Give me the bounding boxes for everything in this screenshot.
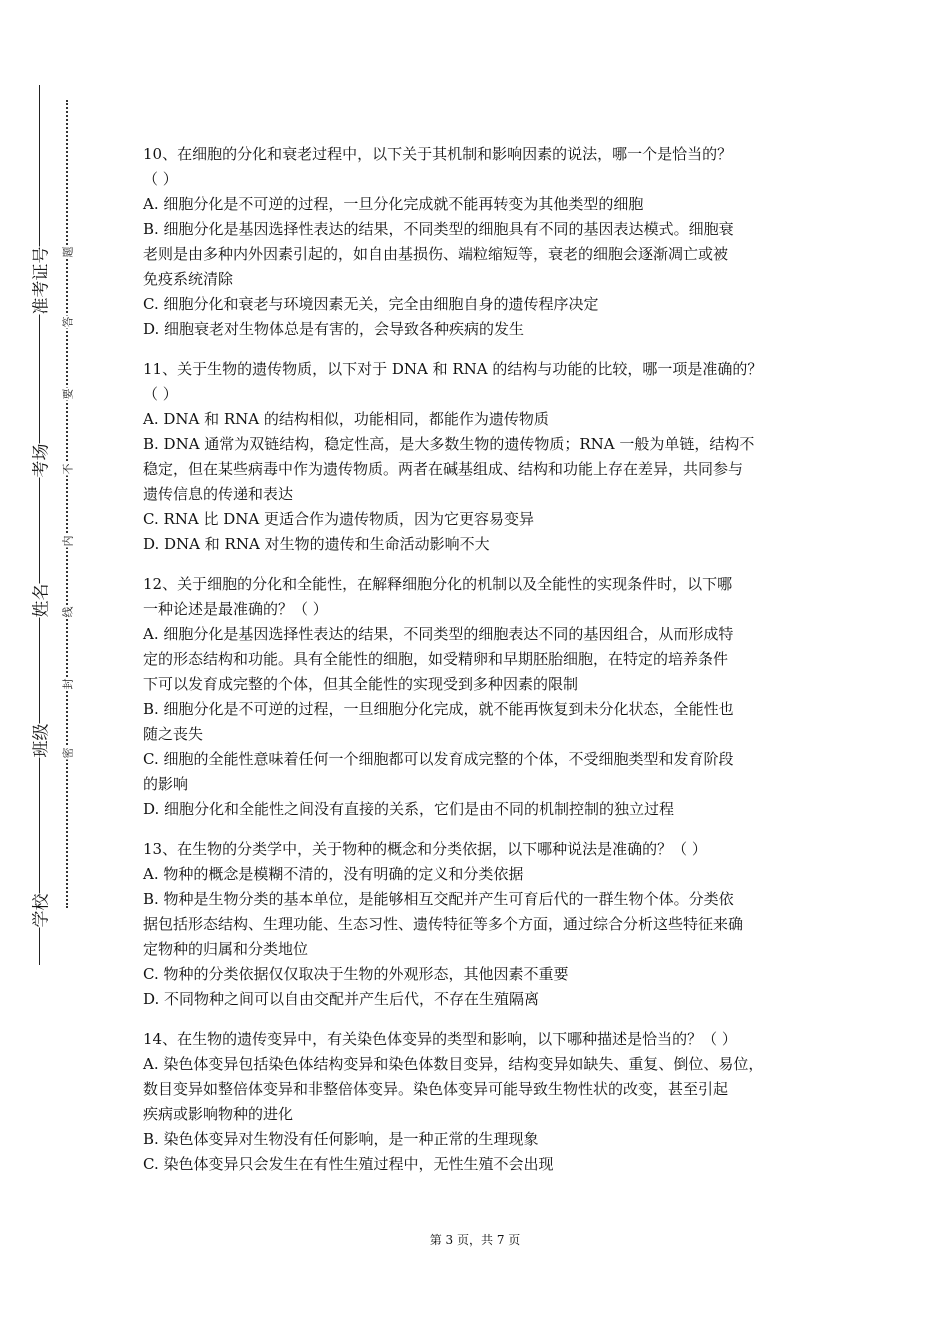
- school-label: 学校: [25, 893, 54, 927]
- option-b: B. 物种是生物分类的基本单位，是能够相互交配并产生可育后代的一群生物个体。分类依: [143, 890, 734, 908]
- option-b-cont: 据包括形态结构、生理功能、生态习性、遗传特征等多个方面，通过综合分析这些特征来确: [143, 915, 744, 933]
- option-c-cont: 的影响: [143, 775, 189, 793]
- seal-char: 题: [61, 246, 74, 258]
- option-b-cont: 定物种的归属和分类地位: [143, 940, 309, 958]
- question-list: [143, 142, 813, 1192]
- question-stem: 14、在生物的遗传变异中，有关染色体变异的类型和影响，以下哪种描述是恰当的？（ ）: [143, 1030, 737, 1048]
- option-b-cont: 老则是由多种内外因素引起的，如自由基损伤、端粒缩短等，衰老的细胞会逐渐凋亡或被: [143, 245, 729, 263]
- option-a-cont: 定的形态结构和功能。具有全能性的细胞，如受精卵和早期胚胎细胞，在特定的培养条件: [143, 650, 729, 668]
- option-b-cont: 免疫系统清除: [143, 270, 234, 288]
- seal-char: 答: [61, 316, 74, 328]
- seal-char: 不: [61, 463, 74, 475]
- option-b: B. 细胞分化是不可逆的过程，一旦细胞分化完成，就不能再恢复到未分化状态，全能性也: [143, 700, 734, 718]
- question-stem: 13、在生物的分类学中，关于物种的概念和分类依据，以下哪种说法是准确的？（ ）: [143, 840, 707, 858]
- question-12: [143, 572, 813, 822]
- seal-dotted-line: [66, 100, 68, 908]
- question-11: [143, 357, 813, 557]
- binding-solid-line: [39, 85, 40, 965]
- name-label: 姓名: [25, 583, 54, 617]
- option-a: A. DNA 和 RNA 的结构相似，功能相同，都能作为遗传物质: [143, 410, 549, 428]
- option-b-cont: 随之丧失: [143, 725, 204, 743]
- seal-char: 要: [61, 388, 74, 400]
- answer-blank: （ ）: [143, 170, 178, 188]
- option-d: D. 细胞衰老对生物体总是有害的，会导致各种疾病的发生: [143, 320, 525, 338]
- option-b: B. 染色体变异对生物没有任何影响，是一种正常的生理现象: [143, 1130, 539, 1148]
- option-a: A. 染色体变异包括染色体结构变异和染色体数目变异，结构变异如缺失、重复、倒位、易位，: [143, 1055, 764, 1073]
- option-c: C. RNA 比 DNA 更适合作为遗传物质，因为它更容易变异: [143, 510, 535, 528]
- school-field: [18, 885, 60, 935]
- exam-id-label: 准考证号: [25, 246, 54, 314]
- class-label: 班级: [25, 723, 54, 757]
- question-10: [143, 142, 813, 342]
- question-stem: 12、关于细胞的分化和全能性，在解释细胞分化的机制以及全能性的实现条件时，以下哪: [143, 575, 733, 593]
- option-d: D. DNA 和 RNA 对生物的遗传和生命活动影响不大: [143, 535, 490, 553]
- seal-char: 封: [61, 678, 74, 690]
- option-a: A. 物种的概念是模糊不清的，没有明确的定义和分类依据: [143, 865, 524, 883]
- exam-room-label: 考场: [25, 443, 54, 477]
- option-b: B. DNA 通常为双链结构，稳定性高，是大多数生物的遗传物质；RNA 一般为单链，结构不: [143, 435, 755, 453]
- page-number: 第 3 页，共 7 页: [429, 1233, 521, 1247]
- option-c: C. 染色体变异只会发生在有性生殖过程中，无性生殖不会出现: [143, 1155, 554, 1173]
- answer-blank: （ ）: [143, 385, 178, 403]
- option-b-cont: 稳定，但在某些病毒中作为遗传物质。两者在碱基组成、结构和功能上存在差异，共同参与: [143, 460, 744, 478]
- option-b-cont: 遗传信息的传递和表达: [143, 485, 294, 503]
- question-stem: 11、关于生物的遗传物质，以下对于 DNA 和 RNA 的结构与功能的比较，哪一项是准确的？: [143, 360, 763, 378]
- question-stem: 10、在细胞的分化和衰老过程中，以下关于其机制和影响因素的说法，哪一个是恰当的？: [143, 145, 733, 163]
- binding-margin: [0, 0, 110, 1344]
- option-c: C. 物种的分类依据仅仅取决于生物的外观形态，其他因素不重要: [143, 965, 569, 983]
- question-13: [143, 837, 813, 1012]
- option-a: A. 细胞分化是基因选择性表达的结果，不同类型的细胞表达不同的基因组合，从而形成特: [143, 625, 734, 643]
- option-a-cont: 疾病或影响物种的进化: [143, 1105, 294, 1123]
- option-b: B. 细胞分化是基因选择性表达的结果，不同类型的细胞具有不同的基因表达模式。细胞衰: [143, 220, 734, 238]
- question-stem-cont: 一种论述是最准确的？（ ）: [143, 600, 328, 618]
- question-14: [143, 1027, 813, 1177]
- seal-char: 密: [61, 747, 74, 759]
- option-a-cont: 下可以发育成完整的个体，但其全能性的实现受到多种因素的限制: [143, 675, 579, 693]
- seal-char: 内: [61, 535, 74, 547]
- exam-id-field: [18, 246, 60, 314]
- seal-char: 线: [61, 606, 74, 618]
- option-a-cont: 数目变异如整倍体变异和非整倍体变异。染色体变异可能导致生物性状的改变，甚至引起: [143, 1080, 729, 1098]
- option-d: D. 细胞分化和全能性之间没有直接的关系，它们是由不同的机制控制的独立过程: [143, 800, 675, 818]
- option-a: A. 细胞分化是不可逆的过程，一旦分化完成就不能再转变为其他类型的细胞: [143, 195, 644, 213]
- option-d: D. 不同物种之间可以自由交配并产生后代，不存在生殖隔离: [143, 990, 540, 1008]
- option-c: C. 细胞分化和衰老与环境因素无关，完全由细胞自身的遗传程序决定: [143, 295, 599, 313]
- option-c: C. 细胞的全能性意味着任何一个细胞都可以发育成完整的个体，不受细胞类型和发育阶段: [143, 750, 734, 768]
